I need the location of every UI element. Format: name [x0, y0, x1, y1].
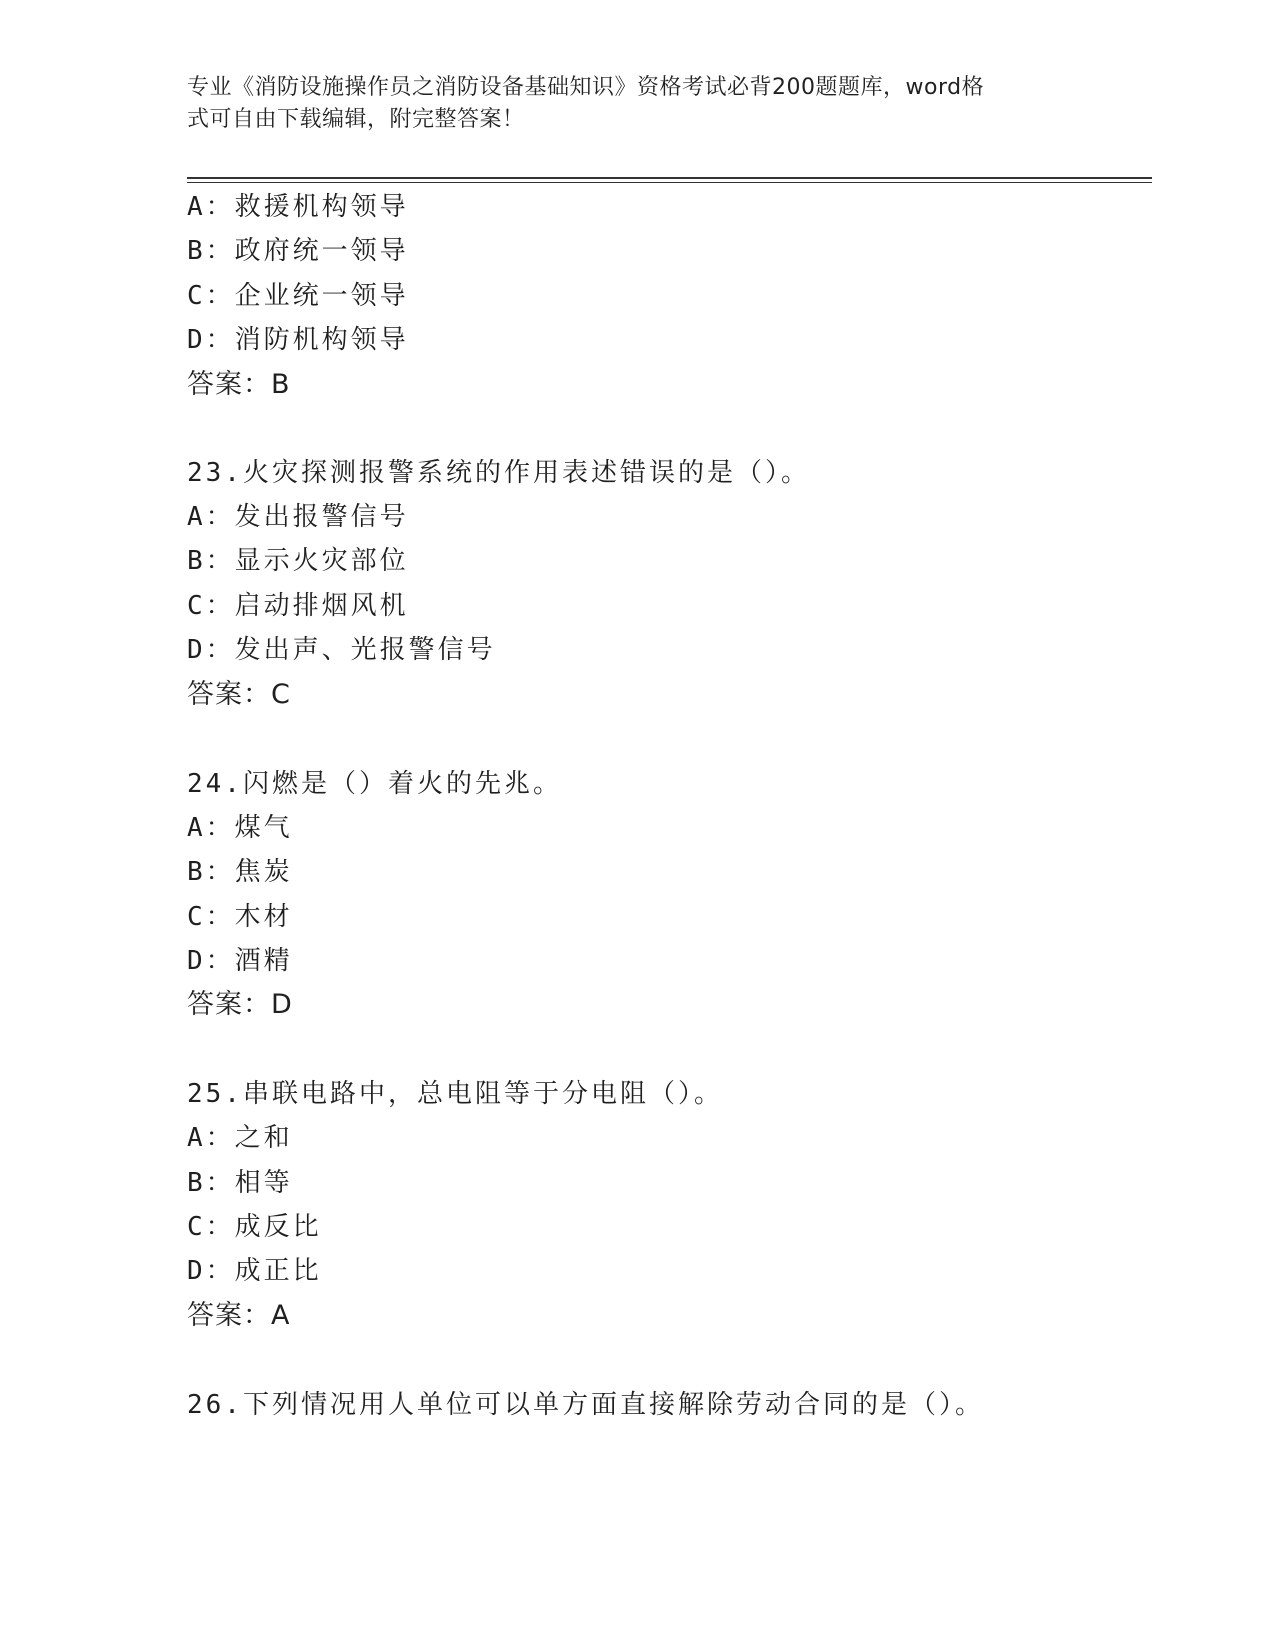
option-b: B：显示火灾部位	[187, 546, 409, 576]
option-d: D：酒精	[187, 946, 293, 976]
option-d: D：成正比	[187, 1256, 322, 1286]
option-c: C：启动排烟风机	[187, 591, 409, 621]
question-text: 25.串联电路中，总电阻等于分电阻（）。	[187, 1079, 723, 1109]
option-d: D：消防机构领导	[187, 325, 409, 355]
option-d: D：发出声、光报警信号	[187, 635, 496, 665]
header-line-1: 专业《消防设施操作员之消防设备基础知识》资格考试必背200题题库，word格	[187, 75, 985, 100]
option-c: C：木材	[187, 902, 293, 932]
header-divider-thin	[187, 182, 1152, 183]
question-text: 26.下列情况用人单位可以单方面直接解除劳动合同的是（）。	[187, 1390, 984, 1420]
answer-line: 答案：B	[187, 369, 291, 400]
option-a: A：之和	[187, 1123, 293, 1153]
option-b: B：焦炭	[187, 857, 293, 887]
option-a: A：煤气	[187, 813, 293, 843]
answer-line: 答案：C	[187, 679, 291, 710]
option-c: C：成反比	[187, 1212, 322, 1242]
question-text: 23.火灾探测报警系统的作用表述错误的是（）。	[187, 458, 810, 488]
answer-line: 答案：A	[187, 1300, 291, 1331]
question-text: 24.闪燃是（）着火的先兆。	[187, 769, 562, 799]
document-header	[187, 72, 1067, 136]
option-b: B：相等	[187, 1168, 293, 1198]
answer-line: 答案：D	[187, 989, 293, 1020]
option-a: A：救援机构领导	[187, 192, 409, 222]
header-divider-thick	[187, 177, 1152, 179]
option-b: B：政府统一领导	[187, 236, 409, 266]
header-line-2: 式可自由下载编辑，附完整答案！	[187, 107, 525, 132]
option-c: C：企业统一领导	[187, 281, 409, 311]
option-a: A：发出报警信号	[187, 502, 409, 532]
